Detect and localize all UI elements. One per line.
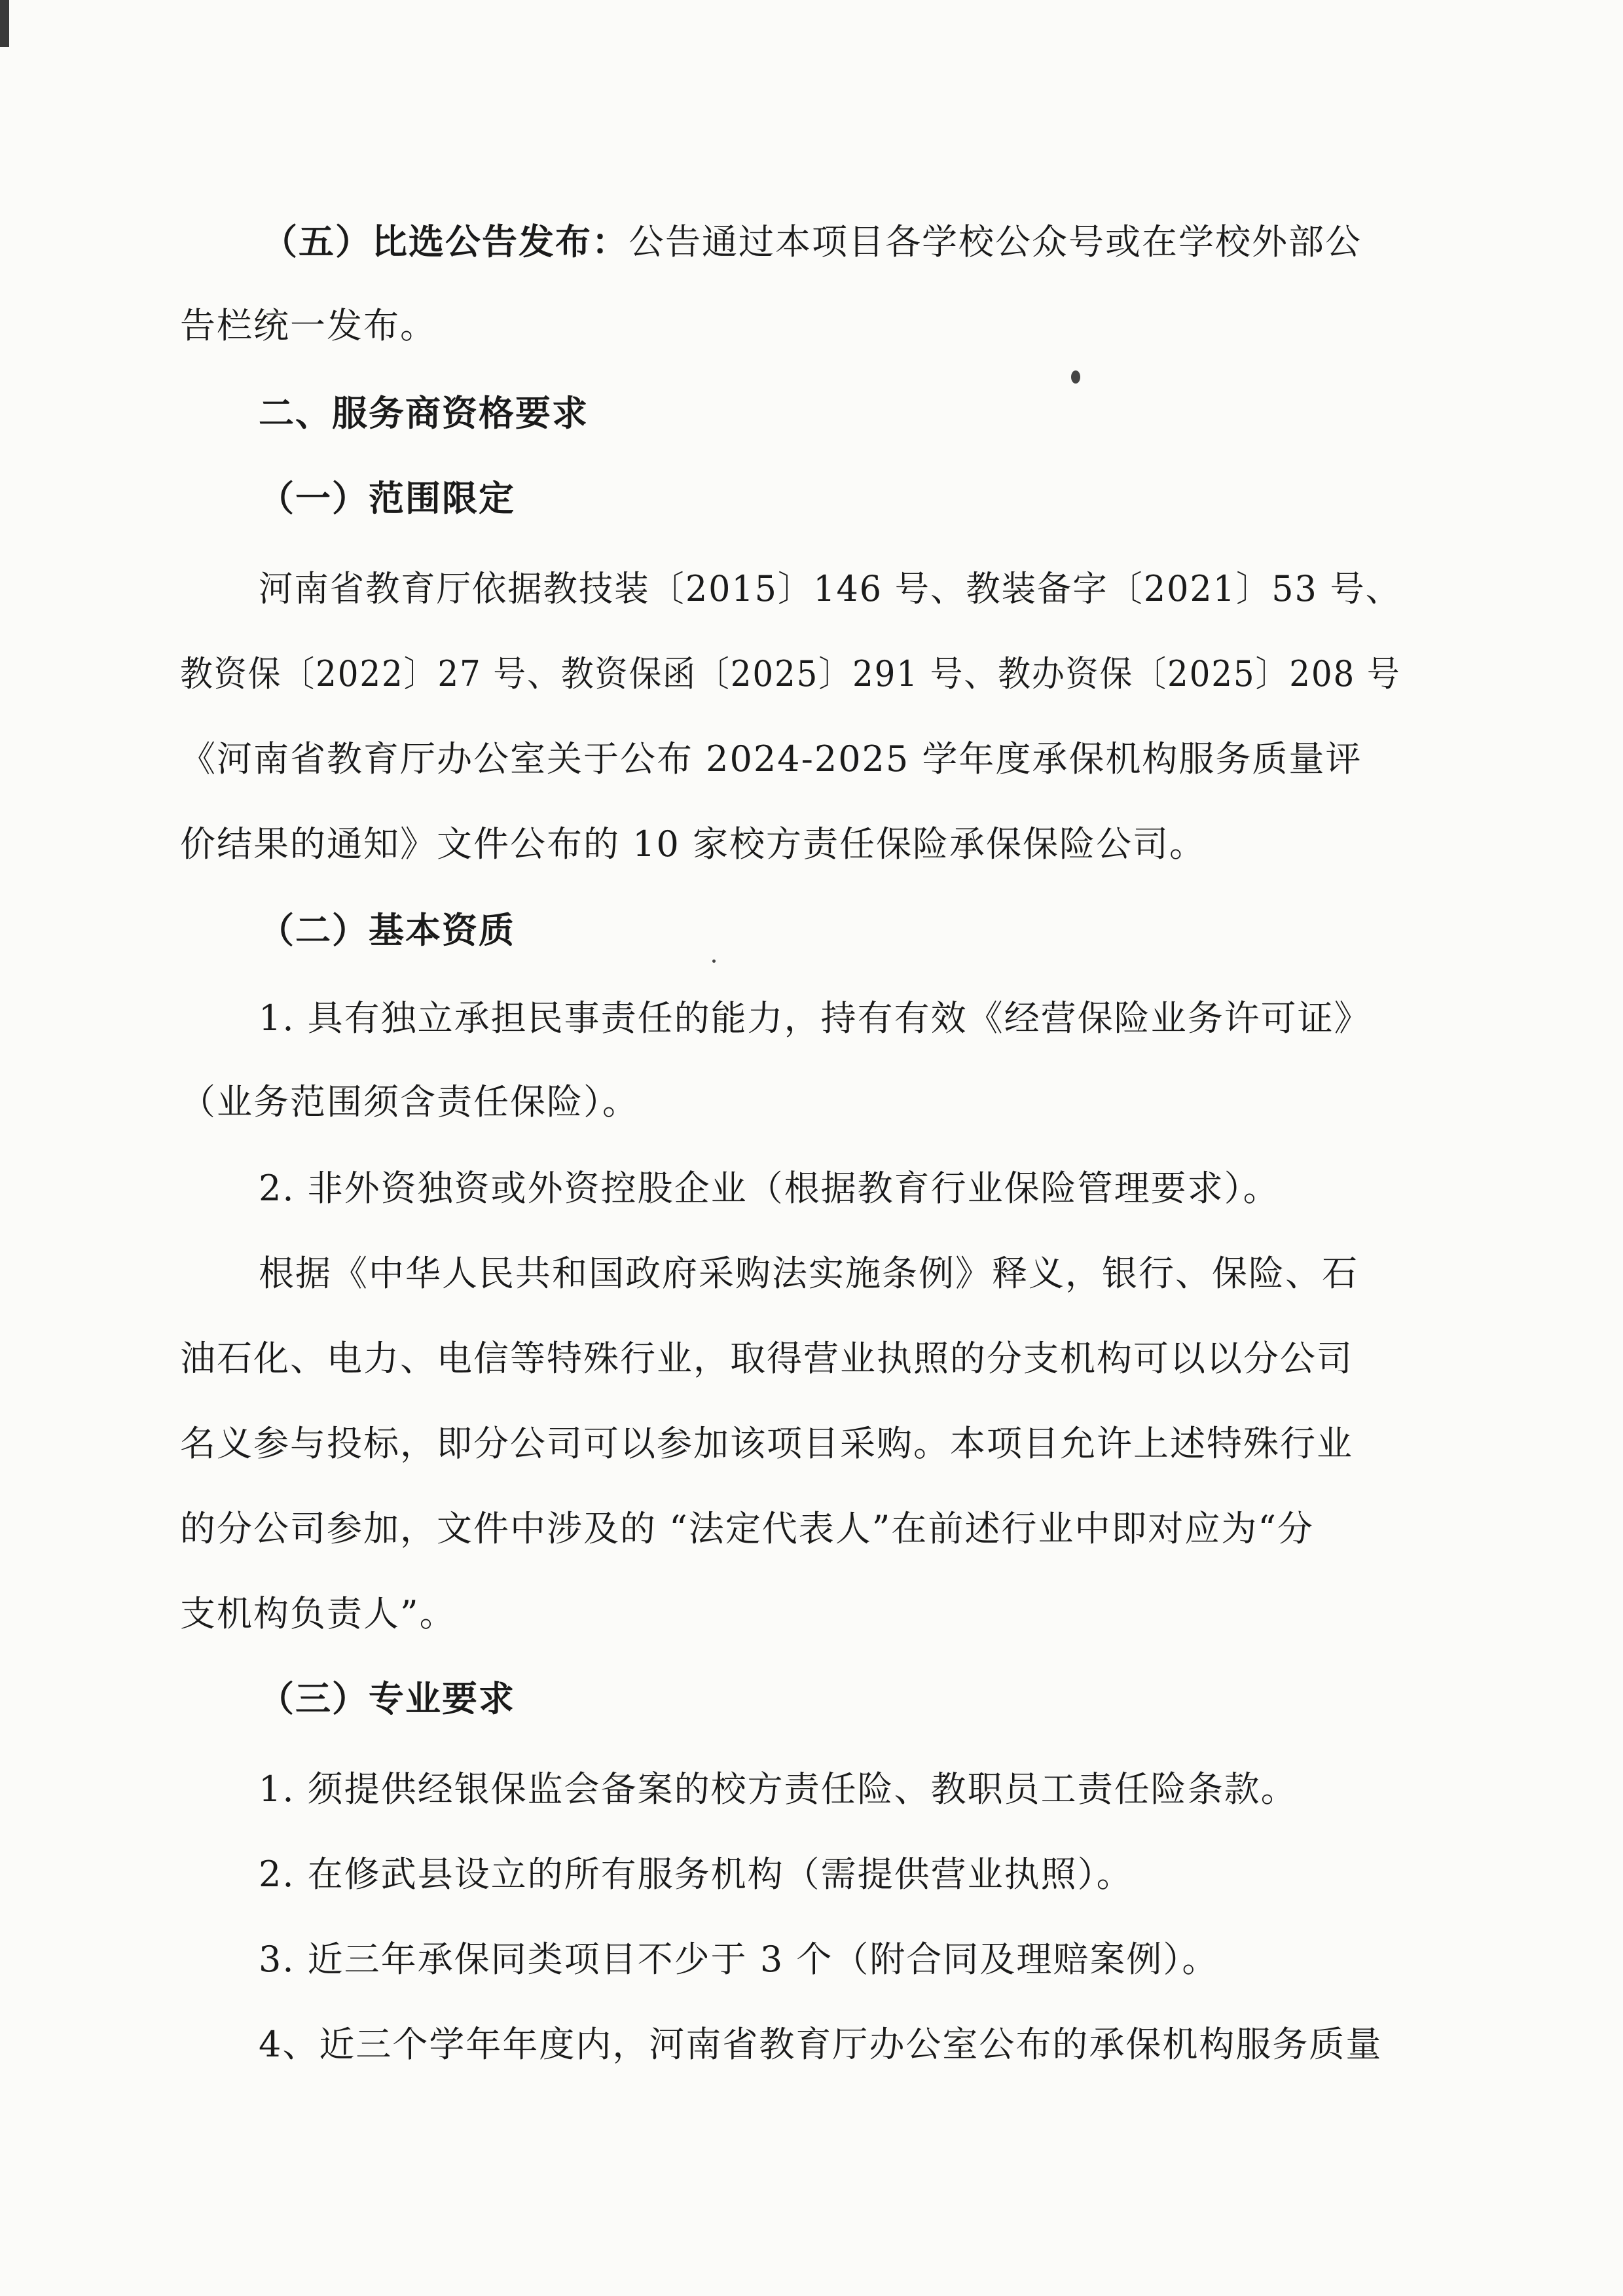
basic-line: （业务范围须含责任保险）。: [180, 1081, 639, 1122]
basic-line: 名义参与投标，即分公司可以参加该项目采购。本项目允许上述特殊行业: [180, 1423, 1353, 1464]
subheading-professional: （三）专业要求: [259, 1678, 515, 1719]
pro-line: 1. 须提供经银保监会备案的校方责任险、教职员工责任险条款。: [259, 1768, 1298, 1810]
pro-line: 4、近三个学年年度内，河南省教育厅办公室公布的承保机构服务质量: [259, 2024, 1383, 2065]
sec5-heading: （五）比选公告发布：: [262, 221, 629, 262]
sec5-text: 公告通过本项目各学校公众号或在学校外部公: [629, 221, 1362, 262]
scan-speck: [1071, 370, 1080, 384]
pro-line: 2. 在修武县设立的所有服务机构（需提供营业执照）。: [259, 1854, 1133, 1895]
scope-line: 教资保〔2022〕27 号、教资保函〔2025〕291 号、教办资保〔2025〕208 号: [180, 653, 1401, 694]
scope-line: 河南省教育厅依据教技装〔2015〕146 号、教装备字〔2021〕53 号、: [259, 568, 1401, 609]
sec5-line-2: 告栏统一发布。: [180, 305, 437, 346]
subheading-scope: （一）范围限定: [259, 478, 515, 519]
scan-edge-mark: [0, 0, 9, 47]
scope-line: 价结果的通知》文件公布的 10 家校方责任保险承保保险公司。: [180, 823, 1207, 865]
sec5-line-1: [262, 216, 1362, 268]
basic-line: 1. 具有独立承担民事责任的能力，持有有效《经营保险业务许可证》: [259, 997, 1371, 1039]
section-heading-2: 二、服务商资格要求: [259, 393, 589, 434]
pro-line: 3. 近三年承保同类项目不少于 3 个（附合同及理赔案例）。: [259, 1939, 1219, 1980]
scan-speck: [712, 960, 716, 963]
basic-line: 支机构负责人”。: [180, 1593, 456, 1634]
basic-line: 2. 非外资独资或外资控股企业（根据教育行业保险管理要求）。: [259, 1168, 1280, 1209]
basic-line: 根据《中华人民共和国政府采购法实施条例》释义，银行、保险、石: [259, 1253, 1359, 1294]
basic-line: 油石化、电力、电信等特殊行业，取得营业执照的分支机构可以以分公司: [180, 1338, 1353, 1379]
subheading-basic: （二）基本资质: [259, 910, 515, 951]
scope-line: 《河南省教育厅办公室关于公布 2024-2025 学年度承保机构服务质量评: [180, 738, 1362, 780]
basic-line: 的分公司参加，文件中涉及的 “法定代表人”在前述行业中即对应为“分: [180, 1508, 1314, 1549]
